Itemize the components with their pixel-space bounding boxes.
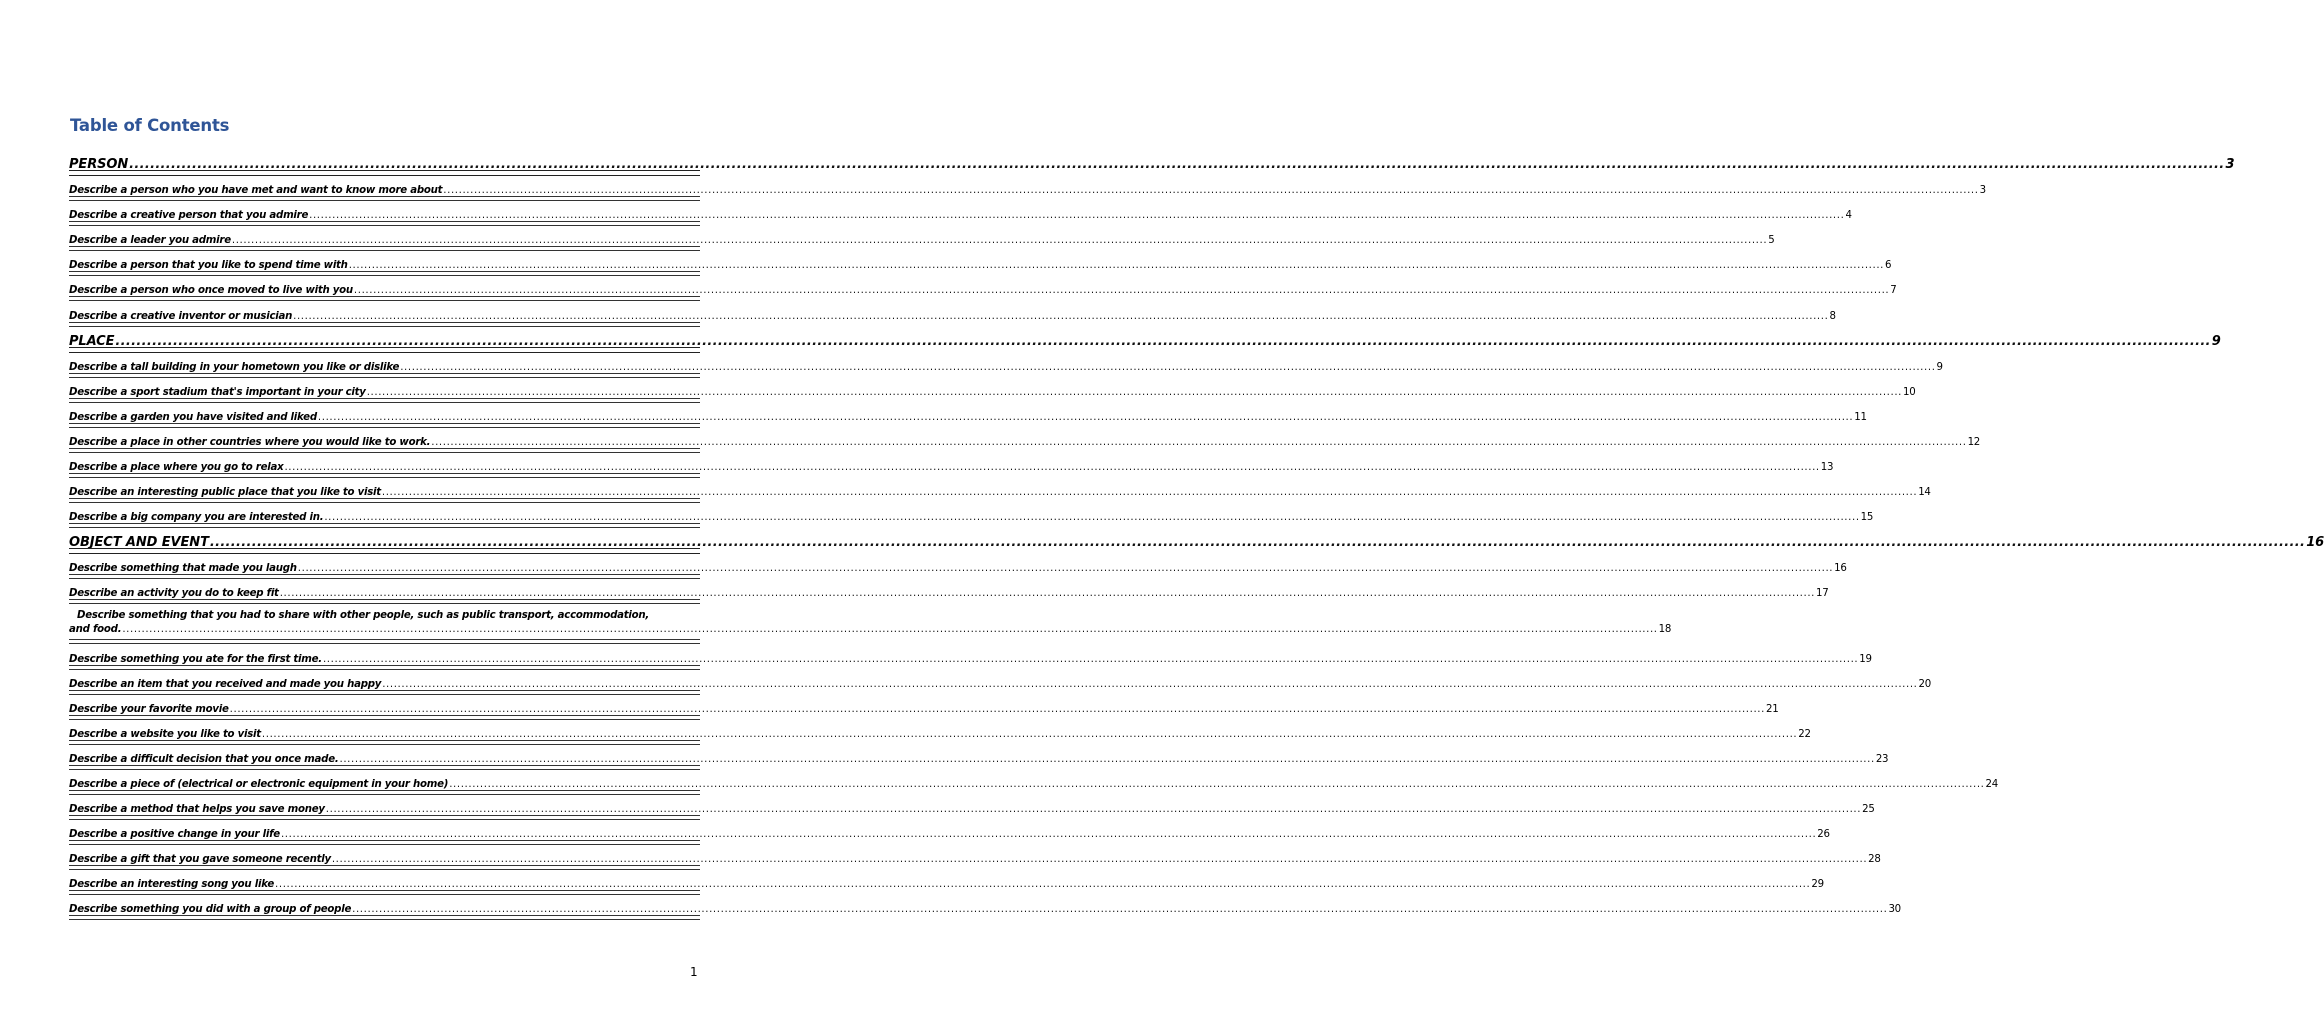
toc-entry[interactable] [69, 478, 1931, 503]
toc-entry[interactable] [69, 176, 1986, 201]
toc-entry[interactable] [69, 644, 1872, 669]
toc-entry[interactable] [69, 554, 1847, 579]
toc-leader-dots: ................................................................................................................................................................................................................................................................................................................................................................................................................ [325, 804, 1862, 816]
toc-entry-text: Describe something that you had to share with other people, such as public transport, accommodation, [77, 610, 649, 622]
toc-entry-text: Describe a big company you are interested in. [69, 512, 324, 524]
toc-leader-dots: ................................................................................................................................................................................................................................................................................................................................................................................................................ [348, 260, 1885, 272]
toc-entry-text: Describe a leader you admire [69, 235, 231, 247]
toc-page-number: 10 [1903, 386, 1916, 398]
toc-leader-dots: ................................................................................................................................................................................................................................................................................................................................................................................................................ [352, 904, 1888, 916]
toc-leader-dots: ................................................................................................................................................................................................................................................................................................................................................................................................................ [275, 879, 1811, 891]
toc-page-number: 4 [1845, 210, 1852, 222]
toc-entry[interactable] [69, 745, 1889, 770]
toc-entry-text: Describe an interesting public place that you like to visit [69, 487, 381, 499]
toc-entry[interactable] [69, 870, 1824, 895]
toc-entry-text: Describe your favorite movie [69, 703, 229, 715]
toc-entry-text: OBJECT AND EVENT [69, 535, 209, 551]
toc-entry-text: PERSON [69, 157, 129, 172]
toc-title: Table of Contents [70, 116, 230, 135]
toc-page-number: 16 [2306, 535, 2324, 551]
toc-entry-text: Describe a piece of (electrical or electronic equipment in your home) [69, 778, 449, 790]
toc-list [69, 152, 2324, 920]
toc-entry[interactable] [69, 795, 1875, 820]
toc-page-number: 28 [1868, 854, 1881, 866]
toc-leader-dots: ................................................................................................................................................................................................................................................................................................................................................................................................................ [443, 185, 1979, 197]
toc-entry[interactable] [69, 453, 1834, 478]
toc-entry[interactable] [69, 378, 1916, 403]
toc-page-number: 9 [2211, 333, 2221, 349]
toc-entry-text: Describe a tall building in your hometown you like or dislike [69, 361, 400, 373]
toc-leader-dots: ................................................................................................................................................................................................................................................................................................................................................................................................................ [209, 535, 2306, 551]
toc-entry[interactable] [69, 353, 1943, 378]
toc-leader-dots: ................................................................................................................................................................................................................................................................................................................................................................................................................ [353, 285, 1890, 297]
toc-entry[interactable] [69, 276, 1897, 301]
toc-entry-text: Describe a gift that you gave someone recently [69, 854, 331, 866]
toc-leader-dots: ................................................................................................................................................................................................................................................................................................................................................................................................................ [382, 678, 1918, 690]
toc-section[interactable] [69, 528, 2324, 554]
toc-leader-dots: ................................................................................................................................................................................................................................................................................................................................................................................................................ [322, 653, 1859, 665]
toc-page-number: 18 [1658, 624, 1672, 636]
toc-entry-text: Describe something you ate for the first time. [69, 653, 322, 665]
toc-entry-text: Describe a creative inventor or musician [69, 310, 293, 322]
toc-page-number: 14 [1918, 487, 1931, 499]
toc-page-number: 3 [2225, 157, 2235, 172]
toc-leader-dots: ................................................................................................................................................................................................................................................................................................................................................................................................................ [400, 361, 1936, 373]
toc-entry[interactable] [69, 770, 1998, 795]
toc-page-number: 12 [1967, 436, 1981, 448]
toc-entry[interactable] [69, 604, 1672, 644]
toc-entry[interactable] [69, 428, 1981, 453]
toc-page-number: 21 [1765, 703, 1779, 715]
toc-leader-dots: ................................................................................................................................................................................................................................................................................................................................................................................................................ [122, 624, 1658, 636]
toc-page-number: 26 [1817, 829, 1830, 841]
toc-entry-text: Describe a difficult decision that you once made. [69, 753, 339, 765]
toc-entry-text: Describe a garden you have visited and liked [69, 411, 317, 423]
toc-entry-text: PLACE [69, 333, 115, 349]
toc-entry[interactable] [69, 201, 1852, 226]
toc-leader-dots: ................................................................................................................................................................................................................................................................................................................................................................................................................ [339, 753, 1875, 765]
toc-leader-dots: ................................................................................................................................................................................................................................................................................................................................................................................................................ [280, 829, 1817, 841]
toc-entry[interactable] [69, 579, 1829, 604]
toc-entry-text: Describe an item that you received and made you happy [69, 678, 382, 690]
toc-leader-dots: ................................................................................................................................................................................................................................................................................................................................................................................................................ [324, 512, 1860, 524]
toc-page-number: 9 [1936, 361, 1943, 373]
toc-page-number: 20 [1918, 678, 1931, 690]
toc-entry[interactable] [69, 251, 1892, 276]
toc-entry-text-cont: and food. [69, 624, 122, 636]
toc-entry-text: Describe a website you like to visit [69, 728, 261, 740]
toc-section[interactable] [69, 327, 2221, 353]
toc-leader-dots: ................................................................................................................................................................................................................................................................................................................................................................................................................ [129, 157, 2225, 172]
toc-leader-dots: ................................................................................................................................................................................................................................................................................................................................................................................................................ [115, 333, 2211, 349]
toc-entry-text: Describe an activity you do to keep fit [69, 588, 279, 600]
toc-leader-dots: ................................................................................................................................................................................................................................................................................................................................................................................................................ [317, 411, 1854, 423]
toc-leader-dots: ................................................................................................................................................................................................................................................................................................................................................................................................................ [331, 854, 1868, 866]
toc-page-number: 6 [1885, 260, 1892, 272]
toc-entry-text: Describe something you did with a group of people [69, 904, 352, 916]
toc-page-number: 24 [1985, 778, 1998, 790]
toc-leader-dots: ................................................................................................................................................................................................................................................................................................................................................................................................................ [449, 778, 1985, 790]
toc-entry[interactable] [69, 845, 1881, 870]
toc-page-number: 19 [1859, 653, 1872, 665]
toc-entry-text: Describe a place where you go to relax [69, 462, 284, 474]
toc-entry[interactable] [69, 670, 1931, 695]
toc-entry[interactable] [69, 226, 1775, 251]
toc-entry-text: Describe a person that you like to spend time with [69, 260, 348, 272]
toc-page-number: 29 [1811, 879, 1824, 891]
toc-page-number: 30 [1888, 904, 1901, 916]
toc-entry-text: Describe a place in other countries where you would like to work. [69, 436, 431, 448]
toc-entry[interactable] [69, 820, 1830, 845]
toc-leader-dots: ................................................................................................................................................................................................................................................................................................................................................................................................................ [309, 210, 1845, 222]
toc-leader-dots: ................................................................................................................................................................................................................................................................................................................................................................................................................ [366, 386, 1903, 398]
toc-entry[interactable] [69, 695, 1779, 720]
toc-entry[interactable] [69, 301, 1836, 326]
toc-entry-text: Describe an interesting song you like [69, 879, 275, 891]
toc-leader-dots: ................................................................................................................................................................................................................................................................................................................................................................................................................ [381, 487, 1918, 499]
toc-page-number: 17 [1816, 588, 1829, 600]
toc-page-number: 5 [1768, 235, 1775, 247]
toc-page-number: 11 [1854, 411, 1867, 423]
toc-leader-dots: ................................................................................................................................................................................................................................................................................................................................................................................................................ [279, 588, 1816, 600]
toc-entry-text: Describe a positive change in your life [69, 829, 280, 841]
toc-page-number: 3 [1979, 185, 1986, 197]
toc-leader-dots: ................................................................................................................................................................................................................................................................................................................................................................................................................ [431, 436, 1967, 448]
toc-entry-text: Describe a person who once moved to live with you [69, 285, 353, 297]
toc-page-number: 16 [1834, 563, 1847, 575]
toc-leader-dots: ................................................................................................................................................................................................................................................................................................................................................................................................................ [229, 703, 1765, 715]
toc-page-number: 13 [1820, 462, 1834, 474]
toc-page-number: 23 [1875, 753, 1889, 765]
toc-page-number: 15 [1860, 512, 1874, 524]
page-number: 1 [690, 965, 698, 979]
toc-page-number: 25 [1862, 804, 1875, 816]
toc-entry-text: Describe something that made you laugh [69, 563, 297, 575]
toc-page-number: 8 [1829, 310, 1836, 322]
toc-section[interactable] [69, 152, 2235, 176]
toc-leader-dots: ................................................................................................................................................................................................................................................................................................................................................................................................................ [293, 310, 1829, 322]
toc-leader-dots: ................................................................................................................................................................................................................................................................................................................................................................................................................ [284, 462, 1820, 474]
toc-entry-text: Describe a method that helps you save money [69, 804, 325, 816]
toc-page-number: 7 [1890, 285, 1897, 297]
toc-entry[interactable] [69, 503, 1874, 528]
toc-leader-dots: ................................................................................................................................................................................................................................................................................................................................................................................................................ [231, 235, 1768, 247]
toc-entry[interactable] [69, 403, 1867, 428]
toc-entry[interactable] [69, 895, 1901, 920]
toc-entry-text: Describe a person who you have met and want to know more about [69, 185, 443, 197]
toc-page-number: 22 [1798, 728, 1811, 740]
toc-leader-dots: ................................................................................................................................................................................................................................................................................................................................................................................................................ [297, 563, 1834, 575]
toc-entry-text: Describe a creative person that you admire [69, 210, 309, 222]
toc-entry-line2 [69, 624, 1672, 636]
toc-entry[interactable] [69, 720, 1811, 745]
toc-leader-dots: ................................................................................................................................................................................................................................................................................................................................................................................................................ [261, 728, 1798, 740]
toc-entry-text: Describe a sport stadium that's important in your city [69, 386, 366, 398]
